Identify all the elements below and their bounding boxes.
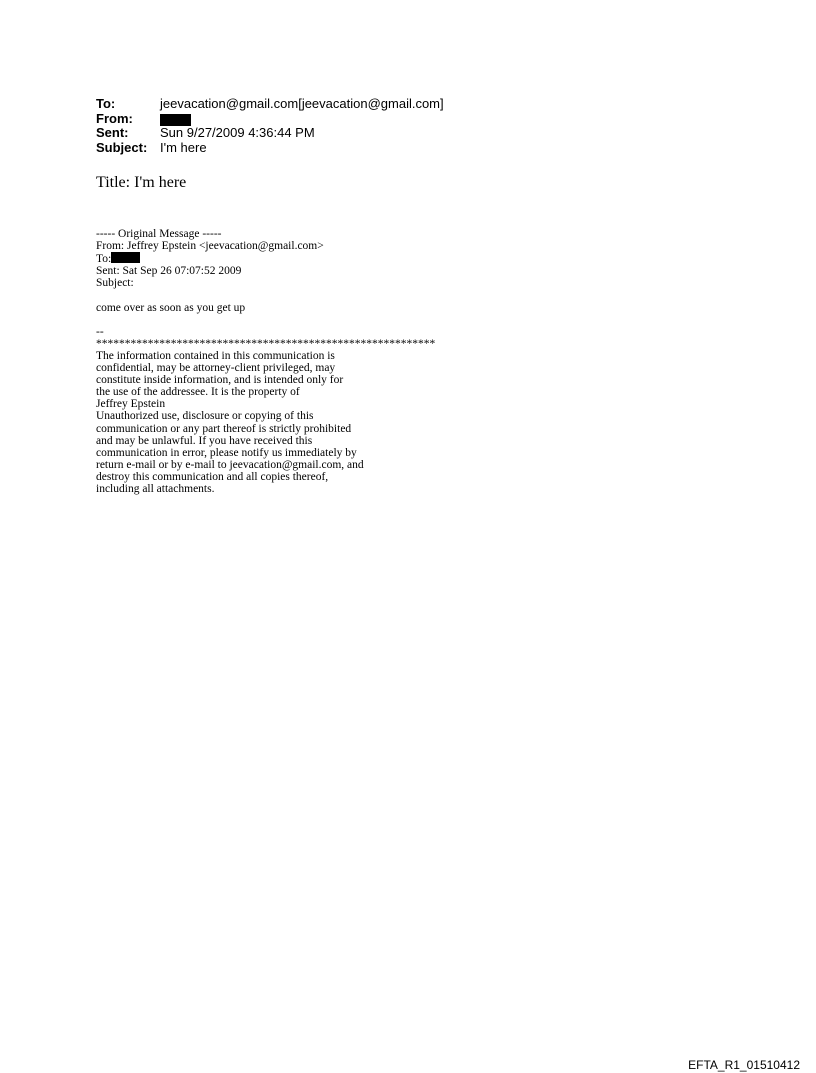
redaction-block [160, 114, 191, 126]
header-to-row [96, 97, 444, 112]
document-footer-id: EFTA_R1_01510412 [688, 1058, 800, 1072]
original-to-label: To: [96, 253, 112, 266]
to-value: jeevacation@gmail.com[jeevacation@gmail.com] [160, 96, 444, 111]
redaction-block [111, 252, 140, 263]
signature-dashes: -- [96, 325, 104, 338]
disclaimer-line: confidential, may be attorney-client privileged, may [96, 362, 336, 375]
from-value [160, 112, 191, 127]
to-label: To: [96, 96, 116, 111]
disclaimer-line: communication in error, please notify us immediately by [96, 446, 357, 459]
disclaimer-line: destroy this communication and all copies thereof, [96, 470, 329, 483]
original-from-line: From: Jeffrey Epstein <jeevacation@gmail.com> [96, 240, 324, 253]
header-sent-row [96, 126, 444, 141]
disclaimer-line: return e-mail or by e-mail to jeevacation@gmail.com, and [96, 458, 364, 471]
disclaimer-line: Unauthorized use, disclosure or copying of this [96, 410, 314, 423]
message-text: come over as soon as you get up [96, 301, 246, 314]
disclaimer-line: including all attachments. [96, 482, 215, 495]
subject-label: Subject: [96, 139, 148, 155]
message-body-block [96, 228, 435, 495]
disclaimer-line: and may be unlawful. If you have received this [96, 434, 313, 447]
disclaimer-line: constitute inside information, and is intended only for [96, 374, 344, 387]
signature-stars: *********************************************************** [96, 337, 436, 350]
subject-value: I'm here [160, 139, 207, 155]
sent-value: Sun 9/27/2009 4:36:44 PM [160, 125, 315, 140]
original-to-line [96, 252, 435, 265]
sent-label: Sent: [96, 125, 129, 140]
original-subject-line: Subject: [96, 277, 134, 290]
disclaimer-line: the use of the addressee. It is the property of [96, 386, 300, 399]
document-title: Title: I'm here [96, 174, 187, 191]
disclaimer-line: communication or any part thereof is strictly prohibited [96, 422, 352, 435]
from-label: From: [96, 110, 133, 126]
original-sent-line: Sent: Sat Sep 26 07:07:52 2009 [96, 265, 242, 278]
disclaimer-line: The information contained in this communication is [96, 349, 335, 362]
original-message-separator: ----- Original Message ----- [96, 228, 222, 240]
header-from-row [96, 112, 444, 127]
header-subject-row [96, 141, 444, 156]
email-header [96, 97, 444, 155]
disclaimer-line: Jeffrey Epstein [96, 398, 166, 411]
